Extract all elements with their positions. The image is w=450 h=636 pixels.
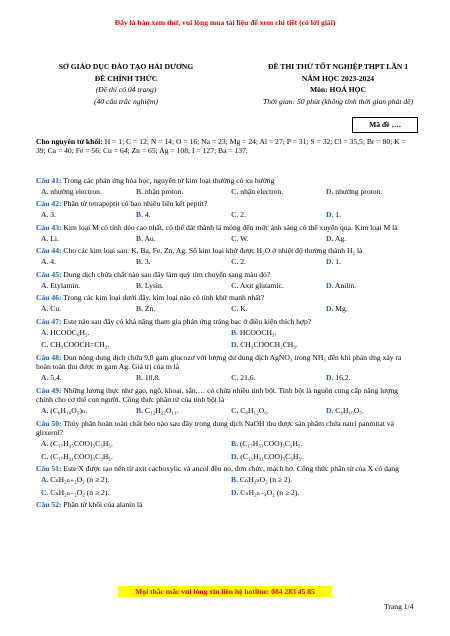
header-right (226, 62, 450, 108)
answer-key: B. (136, 233, 143, 243)
answer-option[interactable] (326, 281, 356, 290)
answer-key: A. (41, 475, 49, 485)
answer-text: Axit glutamic. (238, 280, 284, 290)
answer-text: 4. (48, 257, 56, 267)
answer-text: Lysin. (142, 280, 164, 290)
answer-text: Anilin. (333, 280, 357, 290)
answer-key: C. (41, 487, 49, 497)
time-limit: Thời gian: 50 phút (không tính thời gian phát đề) (262, 96, 414, 106)
answer-option[interactable] (136, 210, 151, 219)
answer-option[interactable] (326, 234, 346, 243)
answer-option[interactable] (136, 257, 151, 266)
answer-key: D. (231, 451, 239, 461)
question-50 (36, 419, 416, 438)
question-label: Câu 47: (36, 316, 62, 326)
question-text: Este X được tạo nên từ axit cacboxylic và ancol đều no, đơn chức, mạch hở. Công thức phân tử của X có dạng (61, 464, 399, 474)
answer-text: 16,2. (333, 373, 351, 383)
hotline-banner: Mọi thắc mắc vui lòng xin liên hệ hotline: 084 283 45 85 (118, 586, 332, 597)
answer-option[interactable] (231, 452, 303, 461)
answer-option[interactable] (231, 406, 269, 415)
answer-option[interactable] (136, 187, 183, 196)
answer-text: Ag. (333, 233, 347, 243)
answer-key: B. (136, 210, 143, 220)
answer-key: A. (41, 186, 49, 196)
answer-option[interactable] (231, 340, 298, 349)
answer-option[interactable] (41, 373, 62, 382)
answer-text: Li. (48, 233, 59, 243)
answer-option[interactable] (231, 373, 255, 382)
answer-row (36, 340, 416, 351)
answer-key: C. (41, 340, 49, 350)
answer-text: (C₆H₁₀O₅)ₙ. (48, 406, 88, 416)
question-45 (36, 270, 416, 279)
question-text: Este nào sau đây có khả năng tham gia phản ứng tráng bạc ở điều kiện thích hợp? (61, 316, 312, 326)
answer-row (36, 304, 416, 315)
answer-key: D. (326, 233, 334, 243)
question-label: Câu 50: (36, 418, 62, 428)
atomic-masses (36, 137, 416, 156)
answer-option[interactable] (231, 304, 248, 313)
answer-text: nhận electron. (238, 186, 284, 196)
answer-option[interactable] (41, 328, 90, 337)
question-49 (36, 386, 416, 405)
answer-row (36, 439, 416, 450)
answer-key: D. (326, 257, 334, 267)
answer-row (36, 234, 416, 245)
answer-option[interactable] (41, 452, 113, 461)
exam-code-box: Mã đề …. (352, 117, 418, 133)
answer-key: A. (41, 304, 49, 314)
answer-key: D. (326, 304, 334, 314)
question-label: Câu 41: (36, 176, 62, 185)
answer-text: 2. (238, 257, 246, 267)
answer-option[interactable] (231, 439, 303, 448)
answer-option[interactable] (326, 210, 341, 219)
question-text: Thủy phân hoàn toàn chất béo nào sau đây trong dung dịch NaOH thu được sản phẩm chứa natri panmitat và glixerol? (36, 418, 394, 438)
answer-option[interactable] (136, 281, 164, 290)
answer-key: C. (231, 406, 239, 416)
answer-option[interactable] (326, 406, 364, 415)
answer-row (36, 452, 416, 463)
answer-row (36, 406, 416, 417)
answer-key: D. (326, 210, 334, 220)
question-text: Phân tử tetrapeptit có bao nhiêu liên kết peptit? (61, 199, 208, 209)
header-left (36, 62, 216, 108)
question-text: Dung dịch chứa chất nào sau đây làm quỳ tím chuyển sang màu đỏ? (61, 269, 271, 279)
answer-option[interactable] (231, 210, 246, 219)
preview-notice-banner: Đây là bản xem thử, vui lòng mua tài liệu để xem chi tiết (có lời giải) (114, 18, 336, 27)
answer-text: C₆H₁₂O₆. (238, 406, 269, 416)
question-text: Kim loại M có tính dẻo cao nhất, có thể dát thành lá mỏng đến mức ánh sáng có thể xuyên qua. Kim loại M là (61, 222, 398, 232)
answer-text: 21,6. (238, 373, 256, 383)
question-46 (36, 293, 416, 302)
answer-row (36, 373, 416, 384)
answer-option[interactable] (136, 373, 160, 382)
answer-key: B. (136, 373, 143, 383)
answer-key: B. (136, 304, 143, 314)
answer-key: B. (231, 327, 238, 337)
answer-key: A. (41, 406, 49, 416)
answer-key: D. (231, 340, 239, 350)
answer-option[interactable] (41, 304, 61, 313)
question-41 (36, 176, 416, 185)
question-label: Câu 48: (36, 352, 62, 362)
answer-text: CₙH₂ₙ₋₄O₂ (n ≥ 2). (238, 487, 300, 497)
answer-option[interactable] (231, 187, 283, 196)
answer-option[interactable] (326, 304, 348, 313)
answer-text: 10,8. (142, 373, 161, 383)
answer-text: CₙH₂ₙ₊₂O₂ (n ≥ 2). (48, 475, 110, 485)
answer-option[interactable] (41, 406, 87, 415)
answer-key: C. (41, 451, 49, 461)
question-text: Trong các phản ứng hóa học, nguyên tử kim loại thường có xu hướng (61, 176, 275, 185)
answer-key: D. (326, 373, 334, 383)
answer-text: K. (238, 304, 248, 314)
answer-option[interactable] (136, 304, 155, 313)
answer-text: (C₁₇H₃₃COO)₃C₃H₅. (237, 439, 303, 449)
answer-text: HCOOC₆H₅. (48, 327, 90, 337)
question-label: Câu 44: (36, 246, 62, 256)
answer-key: A. (41, 233, 49, 243)
question-43 (36, 223, 416, 232)
question-label: Câu 46: (36, 293, 62, 303)
page-count-note: (Đề thi có 04 trang) (95, 85, 157, 94)
question-text: Đun nóng dung dịch chứa 9,0 gam glucozơ với lượng dư dung dịch AgNO₃ trong NH₃ đến khi phản ứng xảy ra hoàn toàn thu được m gam Ag. Giá trị của m là (36, 352, 402, 372)
answer-option[interactable] (41, 475, 109, 484)
question-label: Câu 42: (36, 199, 62, 209)
answer-option[interactable] (41, 257, 56, 266)
answer-text: nhường proton. (333, 186, 383, 196)
question-44 (36, 246, 416, 255)
question-label: Câu 43: (36, 222, 62, 232)
answer-option[interactable] (136, 406, 179, 415)
answer-text: (C₁₅H₃₁COO)₃C₃H₅. (238, 451, 303, 461)
answer-text: CₙH₂ₙ₋₂O₂ (n ≥ 2). (48, 487, 110, 497)
question-47 (36, 317, 416, 326)
question-text: Những lương thực như gạo, ngô, khoai, sắn,… có chứa nhiều tinh bột. Tinh bột là nguồn cung cấp năng lượng chính cho cơ thể con người. Công thức phân tử của tinh bột là (36, 385, 398, 405)
question-text: Phân tử khối của alanin là (61, 500, 143, 510)
answer-option[interactable] (231, 234, 249, 243)
answer-option[interactable] (136, 234, 156, 243)
answer-text: C₁₂H₂₂O₁₁. (142, 406, 179, 416)
answer-key: D. (326, 280, 334, 290)
answer-key: B. (136, 186, 143, 196)
answer-row (36, 210, 416, 221)
answer-key: C. (231, 373, 239, 383)
answer-option[interactable] (231, 488, 299, 497)
answer-key: B. (136, 280, 143, 290)
answer-row (36, 328, 416, 339)
answer-key: C. (231, 233, 239, 243)
answer-key: C. (231, 304, 239, 314)
answer-text: 3. (48, 210, 56, 220)
answer-key: C. (231, 257, 239, 267)
question-count-note: (40 câu trắc nghiệm) (94, 96, 158, 106)
answer-option[interactable] (41, 210, 56, 219)
answer-text: Zn. (142, 304, 156, 314)
answer-row (36, 488, 416, 499)
answer-text: CₙH₂ₙO₂ (n ≥ 2). (237, 475, 293, 485)
question-52 (36, 500, 416, 509)
answer-option[interactable] (326, 257, 341, 266)
answer-text: W. (238, 233, 249, 243)
answer-option[interactable] (231, 281, 284, 290)
answer-text: nhận proton. (142, 186, 184, 196)
answer-row (36, 281, 416, 292)
answer-text: HCOOCH₃. (237, 327, 277, 337)
answer-row (36, 257, 416, 268)
answer-key: D. (326, 186, 334, 196)
exam-header (36, 62, 414, 114)
answer-option[interactable] (41, 340, 109, 349)
question-list (36, 176, 416, 511)
question-42 (36, 199, 416, 208)
school-year: NĂM HỌC 2023-2024 (301, 73, 375, 83)
official-label: ĐỀ CHÍNH THỨC (94, 73, 158, 83)
page-number: Trang 1/4 (384, 602, 414, 611)
question-label: Câu 49: (36, 385, 62, 395)
answer-key: D. (326, 406, 334, 416)
answer-text: 3. (142, 257, 151, 267)
answer-text: 1. (333, 257, 341, 267)
answer-text: CH₃COOCH₂CH₃. (238, 340, 298, 350)
answer-key: C. (231, 280, 239, 290)
question-text: Trong các kim loại dưới đây, kim loại nào có tính khử mạnh nhất? (61, 293, 265, 303)
answer-option[interactable] (231, 257, 246, 266)
answer-text: C₆H₁₀O₅. (333, 406, 364, 416)
answer-option[interactable] (41, 234, 59, 243)
atomic-masses-values: H = 1; C = 12; N = 14; O = 16; Na = 23; Mg = 24; Al = 27; P = 31; S = 32; Cl = 35,5; Br = 80; K = 39; Ca = 40; Fe = 56; Cu = 64; Zn = 65; Ag = 108; I = 127; Ba = 137. (36, 137, 406, 156)
answer-option[interactable] (41, 439, 113, 448)
answer-option[interactable] (326, 373, 350, 382)
answer-text: Mg. (333, 304, 348, 314)
answer-key: C. (231, 210, 239, 220)
answer-key: A. (41, 327, 49, 337)
answer-text: (C₁₇H₃₅COO)₃C₃H₅. (48, 439, 113, 449)
answer-row (36, 187, 416, 198)
question-51 (36, 464, 416, 473)
answer-text: (C₁₇H₃₁COO)₃C₃H₅. (48, 451, 113, 461)
answer-key: D. (231, 487, 239, 497)
subject: Môn: HOÁ HỌC (309, 85, 367, 94)
answer-text: Cu. (48, 304, 62, 314)
answer-key: C. (231, 186, 239, 196)
answer-text: Etylamin. (48, 280, 81, 290)
answer-option[interactable] (41, 281, 80, 290)
question-text: Cho các kim loại sau: K, Ba, Fe, Zn, Ag. Số kim loại khử được H₂O ở nhiệt độ thường thành H₂ là (61, 246, 363, 256)
answer-text: 5,4. (48, 373, 62, 383)
answer-text: CH₃COOCH=CH₂. (48, 340, 110, 350)
answer-key: A. (41, 257, 49, 267)
answer-key: A. (41, 373, 49, 383)
answer-key: B. (231, 475, 238, 485)
question-label: Câu 45: (36, 269, 62, 279)
answer-key: B. (231, 439, 238, 449)
answer-key: A. (41, 439, 49, 449)
answer-key: B. (136, 406, 143, 416)
answer-option[interactable] (41, 488, 109, 497)
question-48 (36, 353, 416, 372)
answer-text: Au. (142, 233, 156, 243)
question-label: Câu 51: (36, 464, 62, 474)
answer-text: 2. (238, 210, 246, 220)
answer-key: A. (41, 280, 49, 290)
department-name: SỞ GIÁO DỤC ĐÀO TẠO HẢI DƯƠNG (58, 62, 194, 71)
answer-row (36, 475, 416, 486)
answer-key: A. (41, 210, 49, 220)
answer-text: 1. (333, 210, 341, 220)
answer-text: 4. (142, 210, 151, 220)
answer-text: nhường electron. (48, 186, 102, 196)
answer-key: B. (136, 257, 143, 267)
question-label: Câu 52: (36, 500, 62, 510)
answer-option[interactable] (41, 187, 102, 196)
answer-option[interactable] (231, 475, 292, 484)
atomic-masses-label: Cho nguyên tử khối: (36, 137, 103, 146)
exam-title: ĐỀ THI THỬ TỐT NGHIỆP THPT LẦN 1 (267, 62, 409, 71)
answer-option[interactable] (326, 187, 382, 196)
answer-option[interactable] (231, 328, 276, 337)
